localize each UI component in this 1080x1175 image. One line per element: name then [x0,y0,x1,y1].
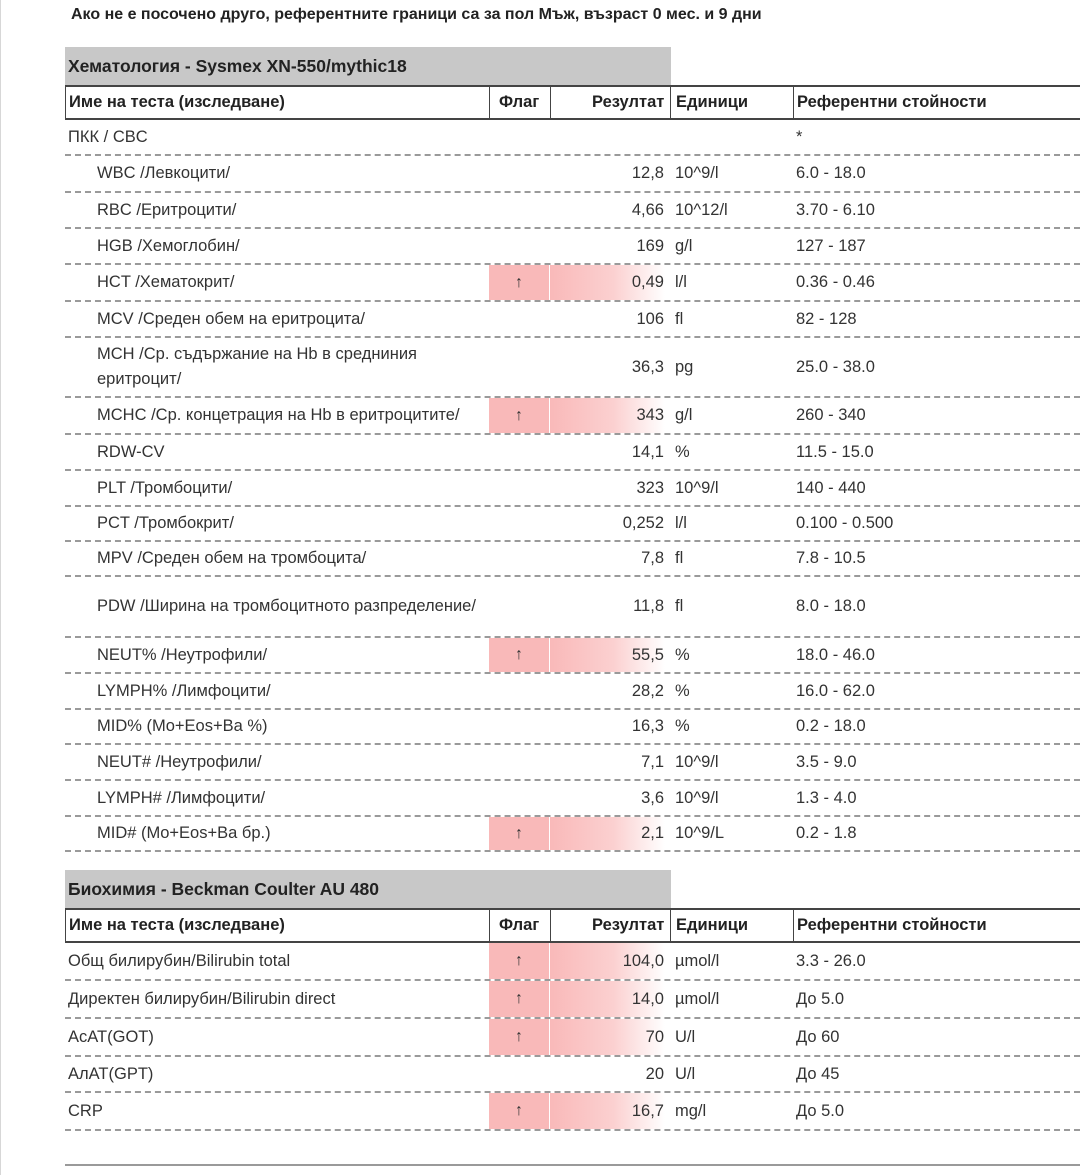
result-value: 7,1 [641,752,664,771]
reference-range: 0.100 - 0.500 [796,514,894,532]
units: µmol/l [675,989,720,1008]
result-value: 4,66 [631,200,664,219]
table-row [65,710,1080,745]
result-value: 106 [636,309,664,328]
reference-range: 18.0 - 46.0 [796,645,875,664]
flag-arrow-icon: ↑ [489,943,549,979]
table-row [65,156,1080,193]
flag-arrow-icon: ↑ [489,638,549,672]
reference-range: До 5.0 [796,989,845,1008]
test-name: MCHC /Ср. концетрация на Hb в еритроцитите/ [97,406,460,424]
units: % [675,645,690,664]
reference-range: До 45 [796,1064,840,1083]
test-name: HCT /Хематокрит/ [97,273,235,291]
flag-arrow-icon [489,674,549,708]
units: 10^9/l [675,164,719,182]
table-row [65,943,1080,981]
test-name: AcAT(GOT) [68,1027,154,1046]
table-row [65,398,1080,435]
reference-range: 8.0 - 18.0 [796,597,866,615]
result-value: 70 [550,1019,665,1055]
column-header-flag: Флаг [499,93,540,111]
flag-arrow-icon: ↑ [489,1093,549,1129]
table-header [65,908,1080,943]
table-row [65,229,1080,265]
flag-arrow-icon [489,710,549,743]
table-row [65,638,1080,674]
reference-range: 0.36 - 0.46 [796,273,875,291]
table-header [65,85,1080,120]
flag-arrow-icon [489,471,549,505]
reference-range: 82 - 128 [796,309,857,328]
flag-arrow-icon [489,156,549,191]
flag-arrow-icon [489,302,549,336]
flag-arrow-icon: ↑ [489,1019,549,1055]
test-name: NEUT% /Неутрофили/ [97,645,268,664]
flag-arrow-icon [489,577,549,636]
test-name: NEUT# /Неутрофили/ [97,752,262,771]
test-name: CRP [68,1101,103,1120]
table-row [65,265,1080,302]
test-name: LYMPH% /Лимфоцити/ [97,681,271,700]
reference-range: 140 - 440 [796,478,866,497]
footer-divider [65,1164,1080,1166]
result-value: 7,8 [641,549,664,567]
reference-range: 0.2 - 18.0 [796,717,866,735]
result-value: 55,5 [550,638,665,672]
table-row [65,302,1080,338]
column-header-ref: Референтни стойности [797,93,987,111]
table-row [65,817,1080,852]
test-name: RBC /Еритроцити/ [97,200,237,219]
result-value: 28,2 [631,681,664,700]
section-title: Хематология - Sysmex XN-550/mythic18 [65,47,671,85]
table-row [65,120,1080,156]
test-name: MID# (Mo+Eos+Ba бр.) [97,824,271,842]
units: 10^12/l [675,200,728,219]
units: mg/l [675,1101,707,1120]
test-name: AлAT(GPT) [68,1064,154,1083]
units: l/l [675,273,687,291]
flag-arrow-icon: ↑ [489,398,549,433]
biochemistry-section [65,870,1080,1131]
table-row [65,338,1080,398]
flag-arrow-icon [489,745,549,779]
table-row [65,1093,1080,1131]
result-value: 36,3 [631,357,664,376]
result-value: 14,0 [550,981,665,1017]
flag-arrow-icon [489,435,549,469]
test-name: PLT /Тромбоцити/ [97,478,233,497]
reference-range: 260 - 340 [796,406,866,424]
units: % [675,681,690,700]
table-row [65,435,1080,471]
flag-arrow-icon: ↑ [489,265,549,300]
column-header-units: Единици [676,93,749,111]
test-name: Директен билирубин/Bilirubin direct [68,989,336,1008]
flag-arrow-icon: ↑ [489,817,549,850]
flag-arrow-icon [489,781,549,815]
table-row [65,193,1080,229]
reference-range: 16.0 - 62.0 [796,681,875,700]
test-name: HGB /Хемоглобин/ [97,236,240,255]
reference-range: До 5.0 [796,1101,845,1120]
table-row [65,507,1080,542]
result-value: 2,1 [550,817,665,850]
reference-range: 7.8 - 10.5 [796,549,866,567]
reference-range: 25.0 - 38.0 [796,357,875,376]
units: 10^9/L [675,824,725,842]
reference-range: 0.2 - 1.8 [796,824,857,842]
reference-range: 127 - 187 [796,236,866,255]
result-value: 169 [636,236,664,255]
test-name: RDW-CV [97,442,165,461]
result-value: 323 [636,478,664,497]
result-value: 14,1 [631,442,664,461]
flag-arrow-icon [489,1057,549,1091]
reference-range: 1.3 - 4.0 [796,788,857,807]
test-name: PCT /Тромбокрит/ [97,514,234,532]
result-value [550,120,665,154]
result-value: 16,7 [550,1093,665,1129]
result-value: 0,49 [550,265,665,300]
table-body [65,120,1080,852]
hematology-section [65,47,1080,852]
table-row [65,981,1080,1019]
units: % [675,717,690,735]
reference-range: * [796,127,803,146]
reference-range: До 60 [796,1027,840,1046]
units: g/l [675,236,693,255]
test-name: Общ билирубин/Bilirubin total [68,951,291,970]
test-name: MCH /Ср. съдържание на Hb в средниния еритроцит/ [97,345,417,388]
test-name: ПКК / CBC [68,127,148,146]
reference-range: 6.0 - 18.0 [796,164,866,182]
result-value: 343 [550,398,665,433]
page-left-edge [0,0,1,1175]
table-row [65,1019,1080,1057]
units: 10^9/l [675,752,719,771]
units: U/l [675,1027,696,1046]
flag-arrow-icon [489,193,549,227]
column-header-test: Име на теста (изследване) [69,93,285,111]
flag-arrow-icon: ↑ [489,981,549,1017]
test-name: WBC /Левкоцити/ [97,164,231,182]
flag-arrow-icon [489,229,549,263]
units: fl [675,309,684,328]
result-value: 0,252 [622,514,664,532]
result-value: 12,8 [631,164,664,182]
table-row [65,674,1080,710]
section-title: Биохимия - Beckman Coulter AU 480 [65,870,671,908]
units: 10^9/l [675,478,719,497]
test-name: PDW /Ширина на тромбоцитното разпределение/ [97,597,476,615]
table-row [65,1057,1080,1093]
result-value: 3,6 [641,788,664,807]
units: g/l [675,406,693,424]
table-row [65,542,1080,577]
table-body [65,943,1080,1131]
units: fl [675,549,684,567]
result-value: 16,3 [631,717,664,735]
test-name: MPV /Среден обем на тромбоцита/ [97,549,367,567]
units: µmol/l [675,951,720,970]
reference-range: 3.5 - 9.0 [796,752,857,771]
table-row [65,471,1080,507]
flag-arrow-icon [489,542,549,575]
reference-note: Ако не е посочено друго, референтните граници са за пол Мъж, възраст 0 мес. и 9 дни [71,6,762,23]
table-row [65,745,1080,781]
column-header-units: Единици [676,916,749,934]
column-header-ref: Референтни стойности [797,916,987,934]
column-header-result: Резултат [592,916,665,934]
units: fl [675,597,684,615]
test-name: MID% (Mo+Eos+Ba %) [97,717,268,735]
units: U/l [675,1064,696,1083]
reference-range: 3.70 - 6.10 [796,200,875,219]
result-value: 11,8 [633,597,664,615]
flag-arrow-icon [489,338,549,396]
column-header-test: Име на теста (изследване) [69,916,285,934]
units: pg [675,357,694,376]
flag-arrow-icon [489,120,549,154]
reference-range: 11.5 - 15.0 [796,442,874,461]
test-name: MCV /Среден обем на еритроцита/ [97,309,365,328]
column-header-flag: Флаг [499,916,540,934]
units: l/l [675,514,687,532]
units: % [675,442,690,461]
test-name: LYMPH# /Лимфоцити/ [97,788,266,807]
table-row [65,781,1080,817]
table-row [65,577,1080,638]
units: 10^9/l [675,788,719,807]
column-header-result: Резултат [592,93,665,111]
result-value: 20 [645,1064,664,1083]
reference-range: 3.3 - 26.0 [796,951,866,970]
flag-arrow-icon [489,507,549,540]
result-value: 104,0 [550,943,665,979]
